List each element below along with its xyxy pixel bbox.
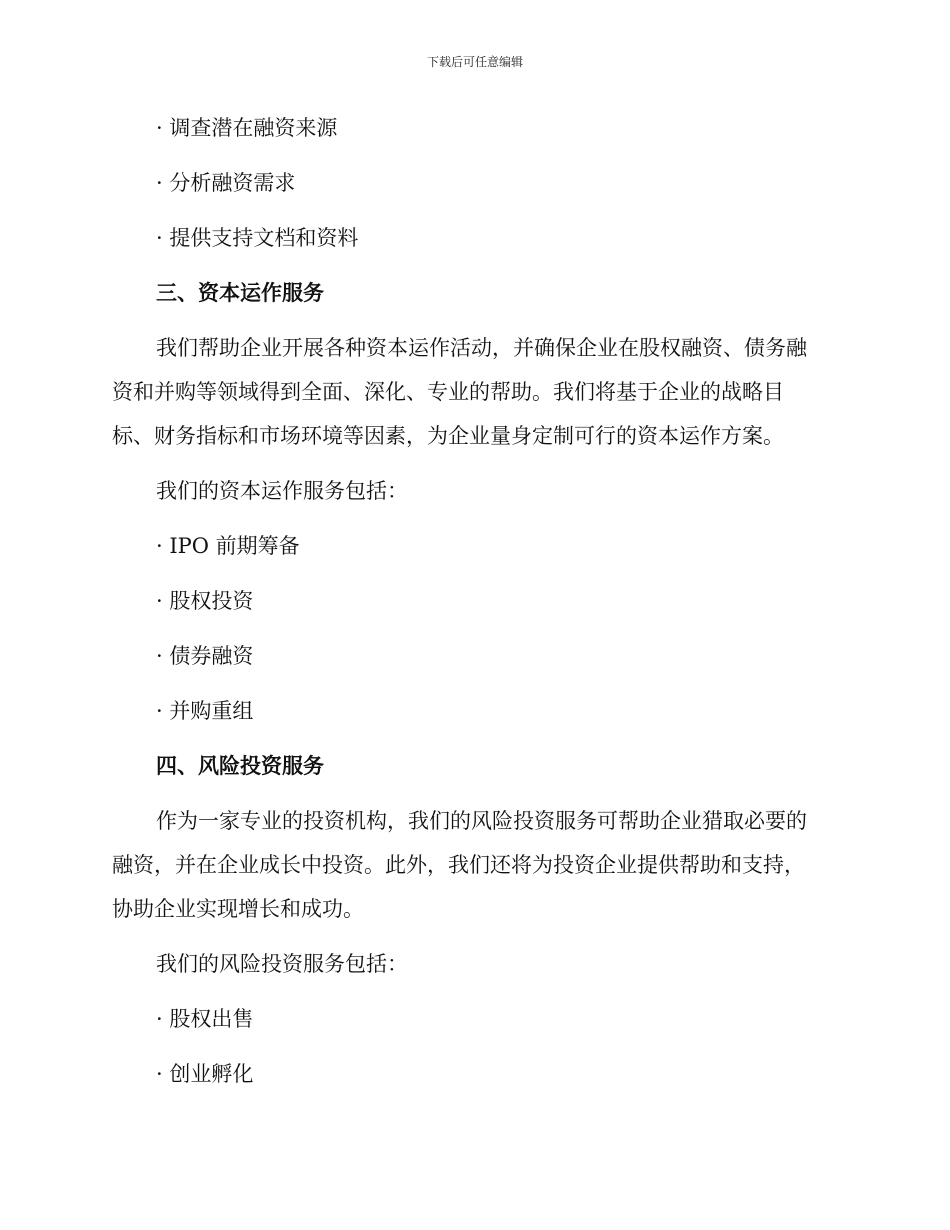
bullet-item: · 创业孵化 bbox=[156, 1062, 254, 1086]
paragraph-capital bbox=[112, 326, 832, 458]
bullet-item: · 并购重组 bbox=[156, 699, 254, 723]
paragraph-line: 资和并购等领域得到全面、深化、专业的帮助。我们将基于企业的战略目 bbox=[112, 380, 784, 404]
paragraph-venture bbox=[112, 799, 832, 931]
services-intro-capital: 我们的资本运作服务包括： bbox=[156, 479, 408, 503]
bullet-item: · IPO 前期筹备 bbox=[156, 534, 300, 558]
paragraph-line: 作为一家专业的投资机构，我们的风险投资服务可帮助企业猎取必要的 bbox=[156, 809, 807, 833]
paragraph-line: 融资，并在企业成长中投资。此外，我们还将为投资企业提供帮助和支持， bbox=[112, 853, 805, 877]
bullet-item: · 股权投资 bbox=[156, 589, 254, 613]
bullet-item: · 债券融资 bbox=[156, 644, 254, 668]
paragraph-line: 协助企业实现增长和成功。 bbox=[112, 897, 364, 921]
bullet-item: · 提供支持文档和资料 bbox=[156, 226, 359, 250]
paragraph-line: 我们帮助企业开展各种资本运作活动，并确保企业在股权融资、债务融 bbox=[156, 336, 807, 360]
bullet-item: · 分析融资需求 bbox=[156, 171, 296, 195]
bullet-item: · 股权出售 bbox=[156, 1007, 254, 1031]
services-intro-venture: 我们的风险投资服务包括： bbox=[156, 952, 408, 976]
section-heading-capital: 三、资本运作服务 bbox=[156, 280, 324, 305]
page-header-note: 下载后可任意编辑 bbox=[426, 55, 523, 69]
document-body bbox=[112, 106, 832, 1096]
section-heading-venture: 四、风险投资服务 bbox=[156, 753, 324, 778]
bullet-item: · 调查潜在融资来源 bbox=[156, 116, 338, 140]
paragraph-line: 标、财务指标和市场环境等因素，为企业量身定制可行的资本运作方案。 bbox=[112, 424, 784, 448]
